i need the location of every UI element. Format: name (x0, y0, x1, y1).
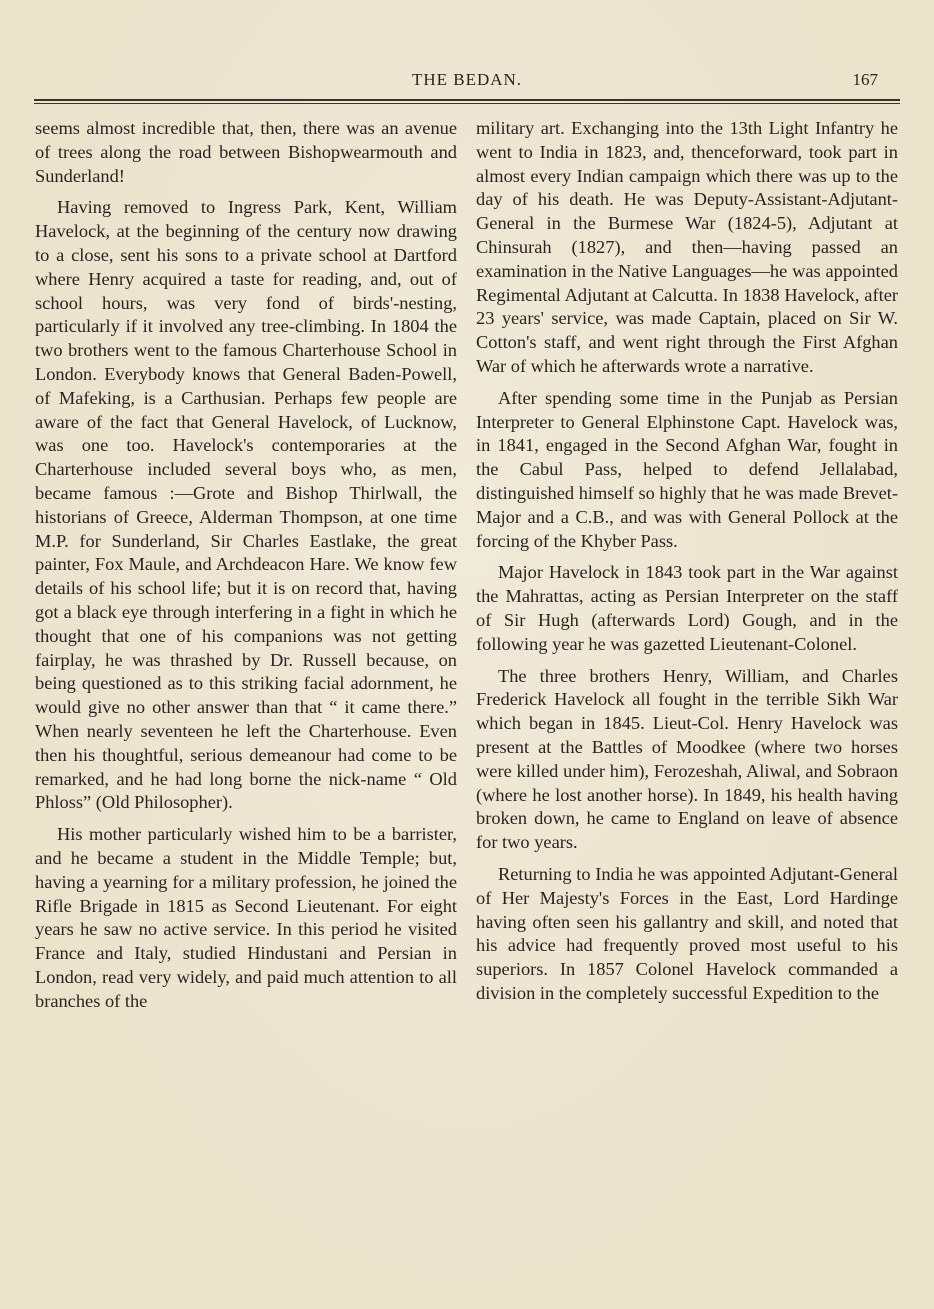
paragraph: military art. Exchanging into the 13th Light Infantry he went to India in 1823, and, thenceforward, took part in almost every Indian campaign which there was up to the day of his death. He was Deputy-Assistant-Adjutant-General in the Burmese War (1824-5), Adjutant at Chinsurah (1827), and then—having passed an examination in the Native Languages—he was appointed Regimental Adjutant at Calcutta. In 1838 Havelock, after 23 years' service, was made Captain, placed on Sir W. Cotton's staff, and went right through the First Afghan War of which he afterwards wrote a narrative. (476, 118, 898, 376)
paragraph: His mother particularly wished him to be a barrister, and he became a student in the Middle Temple; but, having a yearning for a military profession, he joined the Rifle Brigade in 1815 as Second Lieutenant. For eight years he saw no active service. In this period he visited France and Italy, studied Hindustani and Persian in London, read very widely, and paid much attention to all branches of the (35, 824, 457, 1011)
header-rule-thick (34, 99, 900, 101)
header-rule-thin (34, 103, 900, 104)
page-number: 167 (852, 70, 878, 89)
right-column (476, 117, 898, 1006)
page-header (34, 68, 900, 92)
paragraph: The three brothers Henry, William, and Charles Frederick Havelock all fought in the terrible Sikh War which began in 1845. Lieut-Col. Henry Havelock was present at the Battles of Moodkee (where two horses were killed under him), Ferozeshah, Aliwal, and Sobraon (where he lost another horse). In 1849, his health having broken down, he came to England on leave of absence for two years. (476, 665, 898, 853)
paragraph: Returning to India he was appointed Adjutant-General of Her Majesty's Forces in the East, Lord Hardinge having often seen his gallantry and skill, and noted that his advice had frequently proved most useful to his superiors. In 1857 Colonel Havelock commanded a division in the completely successful Expedition to the (476, 863, 898, 1003)
running-title: THE BEDAN. (411, 70, 523, 89)
paragraph: Having removed to Ingress Park, Kent, William Havelock, at the beginning of the century now drawing to a close, sent his sons to a private school at Dartford where Henry acquired a taste for reading, and, out of school hours, was very fond of birds'-nesting, particularly if it involved any tree-climbing. In 1804 the two brothers went to the famous Charterhouse School in London. Everybody knows that General Baden-Powell, of Mafeking, is a Carthusian. Perhaps few people are aware of the fact that General Havelock, of Lucknow, was one too. Havelock's contemporaries at the Charterhouse included several boys who, as men, became famous :—Grote and Bishop Thirlwall, the historians of Greece, Alderman Thompson, at one time M.P. for Sunderland, Sir Charles Eastlake, the great painter, Fox Maule, and Archdeacon Hare. We know few details of his school life; but it is on record that, having got a black eye through interfering in a fight in which he thought that one of his companions was not getting fairplay, he was thrashed by Dr. Russell because, on being questioned as to this striking facial adornment, he would give no other answer than that “ it came there.” When nearly seventeen he left the Charterhouse. Even then his thoughtful, serious demeanour had come to be remarked, and he had long borne the nick-name “ Old Phloss” (Old Philosopher). (35, 197, 457, 813)
paragraph: Major Havelock in 1843 took part in the War against the Mahrattas, acting as Persian Interpreter on the staff of Sir Hugh (afterwards Lord) Gough, and in the following year he was gazetted Lieutenant-Colonel. (476, 562, 898, 654)
paragraph: After spending some time in the Punjab as Persian Interpreter to General Elphinstone Capt. Havelock was, in 1841, engaged in the Second Afghan War, fought in the Cabul Pass, helped to defend Jellalabad, distinguished himself so highly that he was made Brevet-Major and a C.B., and was with General Pollock at the forcing of the Khyber Pass. (476, 387, 898, 551)
paragraph: seems almost incredible that, then, there was an avenue of trees along the road between Bishopwearmouth and Sunderland! (35, 118, 457, 186)
left-column (35, 117, 457, 1013)
